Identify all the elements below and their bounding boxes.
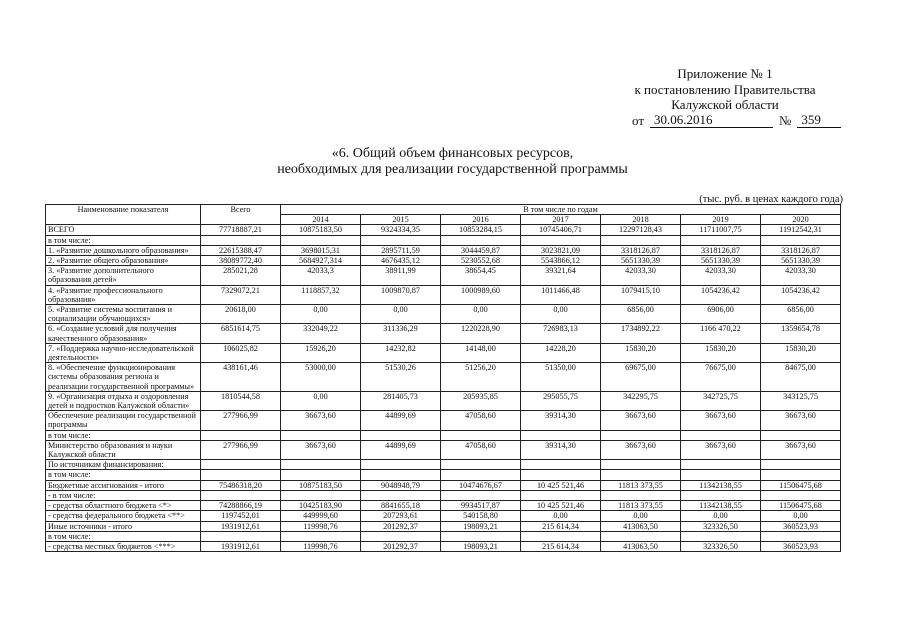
cell-year-value: 726983,13 [521, 324, 601, 343]
cell-total: 438161,46 [201, 363, 281, 392]
cell-year-value [681, 460, 761, 470]
table-row [46, 531, 841, 541]
cell-year-value: 0,00 [281, 305, 361, 324]
row-label: - средства местных бюджетов <***> [46, 541, 201, 551]
row-label: 1. «Развитие дошкольного образования» [46, 245, 201, 255]
cell-year-value: 10875183,50 [281, 225, 361, 235]
row-label: Бюджетные ассигнования - итого [46, 480, 201, 490]
cell-year-value [441, 460, 521, 470]
cell-year-value: 51256,20 [441, 363, 521, 392]
cell-year-value: 5651330,39 [681, 256, 761, 266]
cell-year-value: 198093,21 [441, 541, 521, 551]
cell-year-value: 360523,93 [761, 521, 841, 531]
cell-year-value: 53000,00 [281, 363, 361, 392]
cell-year-value: 119998,76 [281, 521, 361, 531]
row-label: в том числе: [46, 531, 201, 541]
cell-year-value: 15830,20 [681, 343, 761, 362]
cell-year-value: 0,00 [281, 391, 361, 410]
cell-year-value: 44899,69 [361, 440, 441, 459]
cell-total: 77718887,21 [201, 225, 281, 235]
cell-year-value [361, 430, 441, 440]
cell-year-value [521, 430, 601, 440]
cell-year-value: 11813 373,55 [601, 480, 681, 490]
table-row [46, 521, 841, 531]
cell-year-value: 51350,00 [521, 363, 601, 392]
cell-year-value: 5230552,68 [441, 256, 521, 266]
cell-year-value: 540158,80 [441, 511, 521, 521]
cell-total [201, 490, 281, 500]
header-year: 2017 [521, 215, 601, 225]
cell-year-value [281, 460, 361, 470]
cell-year-value: 205935,85 [441, 391, 521, 410]
cell-year-value: 281405,73 [361, 391, 441, 410]
cell-year-value: 0,00 [441, 305, 521, 324]
cell-total: 7329072,21 [201, 285, 281, 304]
row-label: 2. «Развитие общего образования» [46, 256, 201, 266]
cell-year-value: 10853284,15 [441, 225, 521, 235]
cell-year-value: 0,00 [601, 511, 681, 521]
header-row-1 [46, 205, 841, 215]
cell-year-value: 6856,00 [761, 305, 841, 324]
cell-year-value: 36673,60 [681, 440, 761, 459]
cell-year-value: 51530,26 [361, 363, 441, 392]
row-label: ВСЕГО [46, 225, 201, 235]
cell-total [201, 430, 281, 440]
cell-year-value: 11813 373,55 [601, 501, 681, 511]
cell-year-value [681, 490, 761, 500]
financial-table [45, 204, 841, 552]
cell-total: 277966,99 [201, 440, 281, 459]
cell-year-value: 201292,37 [361, 541, 441, 551]
header-by-years: В том числе по годам [281, 205, 841, 215]
resolution-number: 359 [797, 113, 841, 129]
cell-year-value: 342725,75 [681, 391, 761, 410]
cell-year-value: 119998,76 [281, 541, 361, 551]
cell-year-value [521, 490, 601, 500]
table-body [46, 225, 841, 552]
table-row [46, 480, 841, 490]
cell-year-value: 198093,21 [441, 521, 521, 531]
cell-year-value: 11342138,55 [681, 480, 761, 490]
cell-year-value: 413063,50 [601, 521, 681, 531]
cell-year-value: 39314,30 [521, 411, 601, 430]
cell-year-value [521, 531, 601, 541]
cell-total: 285021,28 [201, 266, 281, 285]
cell-year-value: 323326,50 [681, 541, 761, 551]
header-year: 2019 [681, 215, 761, 225]
date-prefix: от [632, 112, 645, 128]
cell-year-value [681, 470, 761, 480]
cell-year-value: 42033,3 [281, 266, 361, 285]
table-row [46, 430, 841, 440]
cell-year-value [681, 235, 761, 245]
cell-year-value [281, 235, 361, 245]
cell-year-value: 295055,75 [521, 391, 601, 410]
cell-year-value: 11506475,68 [761, 480, 841, 490]
cell-total [201, 235, 281, 245]
table-row [46, 285, 841, 304]
cell-year-value [601, 531, 681, 541]
row-label: в том числе: [46, 235, 201, 245]
cell-year-value: 1118857,32 [281, 285, 361, 304]
cell-year-value [761, 470, 841, 480]
cell-year-value [441, 470, 521, 480]
row-label: 5. «Развитие системы воспитания и социализации обучающихся» [46, 305, 201, 324]
cell-year-value: 39321,64 [521, 266, 601, 285]
cell-year-value: 10474676,67 [441, 480, 521, 490]
cell-year-value: 36673,60 [681, 411, 761, 430]
cell-year-value: 311336,29 [361, 324, 441, 343]
cell-year-value: 3318126,87 [601, 245, 681, 255]
cell-year-value: 9934517,87 [441, 501, 521, 511]
cell-year-value: 207293,61 [361, 511, 441, 521]
cell-year-value: 1079415,10 [601, 285, 681, 304]
cell-year-value [601, 460, 681, 470]
cell-year-value: 1359654,78 [761, 324, 841, 343]
cell-year-value: 44899,69 [361, 411, 441, 430]
row-label: 3. «Развитие дополнительного образования детей» [46, 266, 201, 285]
cell-year-value: 343125,75 [761, 391, 841, 410]
cell-year-value: 42033,30 [681, 266, 761, 285]
resolution-date: 30.06.2016 [650, 113, 773, 129]
cell-year-value: 36673,60 [761, 440, 841, 459]
cell-year-value: 1054236,42 [681, 285, 761, 304]
table-row [46, 235, 841, 245]
cell-total: 106025,82 [201, 343, 281, 362]
cell-total: 6851614,75 [201, 324, 281, 343]
cell-year-value: 5543866,12 [521, 256, 601, 266]
cell-total: 1197452,01 [201, 511, 281, 521]
table-row [46, 324, 841, 343]
table-row [46, 501, 841, 511]
cell-year-value: 2895711,59 [361, 245, 441, 255]
cell-year-value: 449999,60 [281, 511, 361, 521]
cell-total: 22615388,47 [201, 245, 281, 255]
table-row [46, 225, 841, 235]
cell-year-value [521, 460, 601, 470]
cell-total: 75486318,20 [201, 480, 281, 490]
header-total: Всего [201, 205, 281, 225]
appendix-line-1: Приложение № 1 [677, 66, 773, 81]
cell-year-value [761, 460, 841, 470]
row-label: - в том числе: [46, 490, 201, 500]
header-year: 2016 [441, 215, 521, 225]
cell-year-value: 6906,00 [681, 305, 761, 324]
cell-year-value: 3044459,87 [441, 245, 521, 255]
cell-year-value [441, 430, 521, 440]
table-row [46, 490, 841, 500]
header-year: 2014 [281, 215, 361, 225]
title-line-1: «6. Общий объем финансовых ресурсов, [331, 146, 574, 161]
cell-year-value: 9324334,35 [361, 225, 441, 235]
cell-year-value: 1000989,60 [441, 285, 521, 304]
cell-year-value: 10875183,50 [281, 480, 361, 490]
cell-year-value: 10745406,71 [521, 225, 601, 235]
cell-year-value: 1011466,48 [521, 285, 601, 304]
cell-year-value: 15830,20 [601, 343, 681, 362]
table-row [46, 440, 841, 459]
cell-total: 20618,00 [201, 305, 281, 324]
cell-year-value [761, 430, 841, 440]
cell-year-value: 42033,30 [601, 266, 681, 285]
table-row [46, 256, 841, 266]
cell-total: 1931912,61 [201, 521, 281, 531]
row-label: Иные источники - итого [46, 521, 201, 531]
cell-year-value [281, 470, 361, 480]
cell-year-value: 12297128,43 [601, 225, 681, 235]
cell-year-value: 1166 470,22 [681, 324, 761, 343]
table-row [46, 411, 841, 430]
cell-year-value: 76675,00 [681, 363, 761, 392]
cell-year-value [281, 430, 361, 440]
cell-year-value: 10 425 521,46 [521, 480, 601, 490]
table-row [46, 266, 841, 285]
cell-year-value: 6856,00 [601, 305, 681, 324]
table-row [46, 305, 841, 324]
row-label: в том числе: [46, 470, 201, 480]
cell-year-value: 38654,45 [441, 266, 521, 285]
cell-year-value: 36673,60 [601, 440, 681, 459]
cell-year-value [281, 531, 361, 541]
cell-year-value [601, 470, 681, 480]
cell-year-value: 5651330,39 [601, 256, 681, 266]
row-label: в том числе: [46, 430, 201, 440]
row-label: 9. «Организация отдыха и оздоровления детей и подростков Калужской области» [46, 391, 201, 410]
cell-year-value: 39314,30 [521, 440, 601, 459]
cell-year-value: 42033,30 [761, 266, 841, 285]
cell-year-value: 36673,60 [281, 440, 361, 459]
cell-total: 1931912,61 [201, 541, 281, 551]
document-title [0, 146, 905, 178]
cell-year-value [521, 235, 601, 245]
cell-year-value: 69675,00 [601, 363, 681, 392]
appendix-date-line [600, 113, 850, 129]
cell-year-value [361, 235, 441, 245]
cell-year-value: 36673,60 [761, 411, 841, 430]
row-label: 4. «Развитие профессионального образования» [46, 285, 201, 304]
cell-year-value: 14232,82 [361, 343, 441, 362]
cell-year-value: 36673,60 [601, 411, 681, 430]
row-label: - средства федерального бюджета <**> [46, 511, 201, 521]
cell-year-value [521, 470, 601, 480]
cell-year-value [281, 490, 361, 500]
table-row [46, 343, 841, 362]
cell-year-value: 0,00 [681, 511, 761, 521]
cell-year-value [761, 531, 841, 541]
title-line-2: необходимых для реализации государственной программы [277, 162, 628, 177]
cell-total [201, 470, 281, 480]
header-year: 2018 [601, 215, 681, 225]
cell-year-value: 84675,00 [761, 363, 841, 392]
row-label: Министерство образования и науки Калужской области [46, 440, 201, 459]
cell-year-value: 10425183,90 [281, 501, 361, 511]
cell-year-value: 0,00 [521, 511, 601, 521]
cell-year-value [361, 490, 441, 500]
cell-year-value: 3318126,87 [761, 245, 841, 255]
cell-year-value: 360523,93 [761, 541, 841, 551]
cell-year-value [441, 490, 521, 500]
cell-year-value [601, 490, 681, 500]
row-label: 6. «Создание условий для получения качественного образования» [46, 324, 201, 343]
header-year: 2020 [761, 215, 841, 225]
cell-total [201, 531, 281, 541]
cell-year-value [761, 490, 841, 500]
cell-year-value: 1009870,87 [361, 285, 441, 304]
cell-year-value: 332049,22 [281, 324, 361, 343]
row-label: 7. «Поддержка научно-исследовательской деятельности» [46, 343, 201, 362]
cell-year-value: 11912542,31 [761, 225, 841, 235]
cell-year-value [761, 235, 841, 245]
cell-year-value: 9048948,79 [361, 480, 441, 490]
cell-total [201, 460, 281, 470]
cell-year-value [601, 235, 681, 245]
cell-total: 38089772,40 [201, 256, 281, 266]
cell-year-value: 5651330,39 [761, 256, 841, 266]
cell-year-value: 413063,50 [601, 541, 681, 551]
cell-year-value: 11342138,55 [681, 501, 761, 511]
table-row [46, 460, 841, 470]
cell-year-value: 342295,75 [601, 391, 681, 410]
header-name: Наименование показателя [46, 205, 201, 225]
table-row [46, 511, 841, 521]
cell-total: 1810544,58 [201, 391, 281, 410]
cell-total: 74288866,19 [201, 501, 281, 511]
table-row [46, 363, 841, 392]
cell-year-value: 15830,20 [761, 343, 841, 362]
cell-year-value [361, 470, 441, 480]
appendix-line-2: к постановлению Правительства [634, 81, 816, 97]
cell-year-value: 11711007,75 [681, 225, 761, 235]
cell-year-value [681, 430, 761, 440]
cell-year-value [441, 531, 521, 541]
cell-year-value: 1054236,42 [761, 285, 841, 304]
cell-year-value: 201292,37 [361, 521, 441, 531]
cell-year-value: 5684927,314 [281, 256, 361, 266]
cell-year-value: 215 614,34 [521, 521, 601, 531]
table-row [46, 541, 841, 551]
cell-year-value: 3698015,31 [281, 245, 361, 255]
cell-year-value [681, 531, 761, 541]
units-note: (тыс. руб. в ценах каждого года) [699, 194, 843, 205]
cell-year-value: 3318126,87 [681, 245, 761, 255]
cell-year-value [361, 460, 441, 470]
cell-year-value: 10 425 521,46 [521, 501, 601, 511]
row-label: Обеспечение реализации государственной программы [46, 411, 201, 430]
header-year: 2015 [361, 215, 441, 225]
cell-year-value: 38911,99 [361, 266, 441, 285]
table-row [46, 470, 841, 480]
cell-year-value: 36673,60 [281, 411, 361, 430]
cell-year-value: 3023821,09 [521, 245, 601, 255]
cell-year-value: 1220228,90 [441, 324, 521, 343]
cell-year-value [361, 531, 441, 541]
cell-year-value: 0,00 [361, 305, 441, 324]
cell-year-value: 1734892,22 [601, 324, 681, 343]
appendix-block [600, 66, 850, 128]
table-row [46, 245, 841, 255]
cell-year-value: 323326,50 [681, 521, 761, 531]
appendix-line-3: Калужской области [671, 97, 779, 112]
cell-year-value: 15926,20 [281, 343, 361, 362]
cell-year-value [441, 235, 521, 245]
cell-year-value: 47058,60 [441, 440, 521, 459]
row-label: По источникам финансирования: [46, 460, 201, 470]
table-row [46, 391, 841, 410]
cell-year-value: 14148,00 [441, 343, 521, 362]
cell-year-value: 47058,60 [441, 411, 521, 430]
number-prefix: № [779, 112, 792, 128]
cell-year-value: 215 614,34 [521, 541, 601, 551]
cell-year-value: 11506475,68 [761, 501, 841, 511]
row-label: 8. «Обеспечение функционирования системы образования региона и реализации государственной программы» [46, 363, 201, 392]
cell-year-value: 14228,20 [521, 343, 601, 362]
cell-year-value: 0,00 [521, 305, 601, 324]
cell-year-value [601, 430, 681, 440]
cell-year-value: 4676435,12 [361, 256, 441, 266]
cell-year-value: 8841655,18 [361, 501, 441, 511]
cell-year-value: 0,00 [761, 511, 841, 521]
row-label: - средства областного бюджета <*> [46, 501, 201, 511]
cell-total: 277966,99 [201, 411, 281, 430]
